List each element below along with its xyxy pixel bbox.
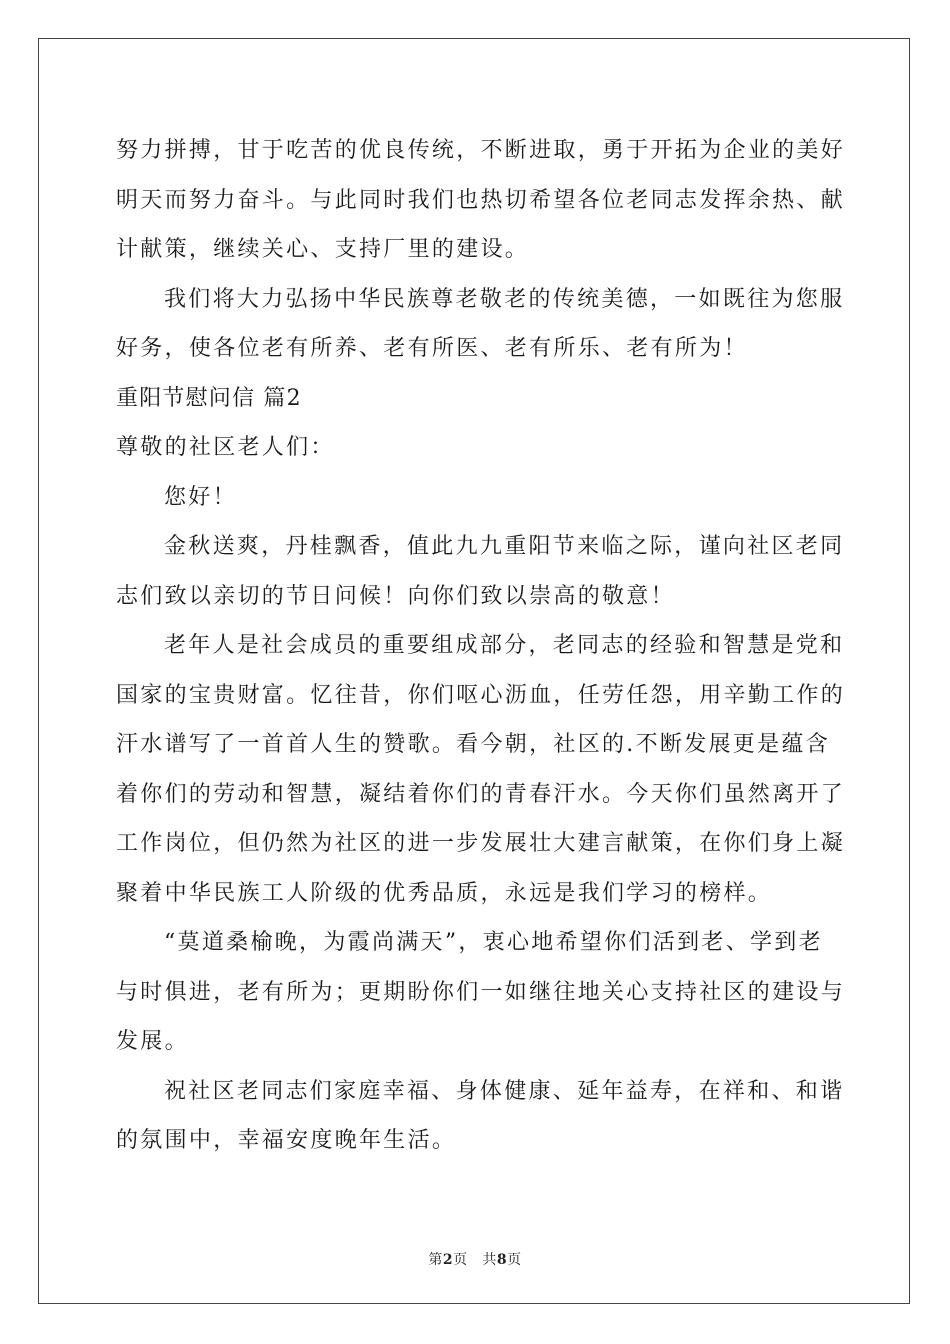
body-line: 努力拼搏，甘于吃苦的优良传统，不断进取，勇于开拓为企业的美好 xyxy=(116,138,846,163)
greeting: 您好！ xyxy=(164,484,237,510)
body-line: 计献策，继续关心、支持厂里的建设。 xyxy=(116,237,530,262)
body-line: 国家的宝贵财富。忆往昔，你们呕心沥血，任劳任怨，用辛勤工作的 xyxy=(116,682,846,708)
paragraph-start: 祝社区老同志们家庭幸福、身体健康、延年益寿，在祥和、和谐 xyxy=(164,1078,845,1104)
page-suffix: 页 xyxy=(453,1252,468,1268)
body-line: 明天而努力奋斗。与此同时我们也热切希望各位老同志发挥余热、献 xyxy=(116,187,846,213)
section-heading: 重阳节慰问信 篇2 xyxy=(116,385,302,411)
salutation: 尊敬的社区老人们： xyxy=(116,435,335,460)
paragraph-start: 金秋送爽，丹桂飘香，值此九九重阳节来临之际，谨向社区老同 xyxy=(164,534,845,559)
paragraph-start: 老年人是社会成员的重要组成部分，老同志的经验和智慧是党和 xyxy=(164,633,845,658)
body-line: 与时俱进，老有所为；更期盼你们一如继往地关心支持社区的建设与 xyxy=(116,979,846,1005)
body-line: 聚着中华民族工人阶级的优秀品质，永远是我们学习的榜样。 xyxy=(116,880,773,906)
paragraph-start: “莫道桑榆晚，为霞尚满天”，衷心地希望你们活到老、学到老 xyxy=(164,930,823,955)
body-line: 发展。 xyxy=(116,1029,189,1054)
body-line: 志们致以亲切的节日问候！向你们致以崇高的敬意！ xyxy=(116,583,675,609)
body-line: 着你们的劳动和智慧，凝结着你们的青春汗水。今天你们虽然离开了 xyxy=(116,781,846,807)
total-prefix: 共 xyxy=(482,1252,497,1268)
body-line: 好务，使各位老有所养、老有所医、老有所乐、老有所为！ xyxy=(116,336,748,361)
current-page-number: 2 xyxy=(442,1252,454,1268)
body-line: 工作岗位，但仍然为社区的进一步发展壮大建言献策，在你们身上凝 xyxy=(116,831,846,856)
total-suffix: 页 xyxy=(507,1252,522,1268)
page-prefix: 第 xyxy=(428,1252,443,1268)
body-line: 的氛围中，幸福安度晚年生活。 xyxy=(116,1128,457,1153)
body-line: 汗水谱写了一首首人生的赞歌。看今朝，社区的.不断发展更是蕴含 xyxy=(116,732,830,757)
page-footer xyxy=(0,1249,950,1269)
total-pages-number: 8 xyxy=(496,1252,508,1268)
paragraph-start: 我们将大力弘扬中华民族尊老敬老的传统美德，一如既往为您服 xyxy=(164,286,845,312)
document-body xyxy=(116,126,846,1166)
